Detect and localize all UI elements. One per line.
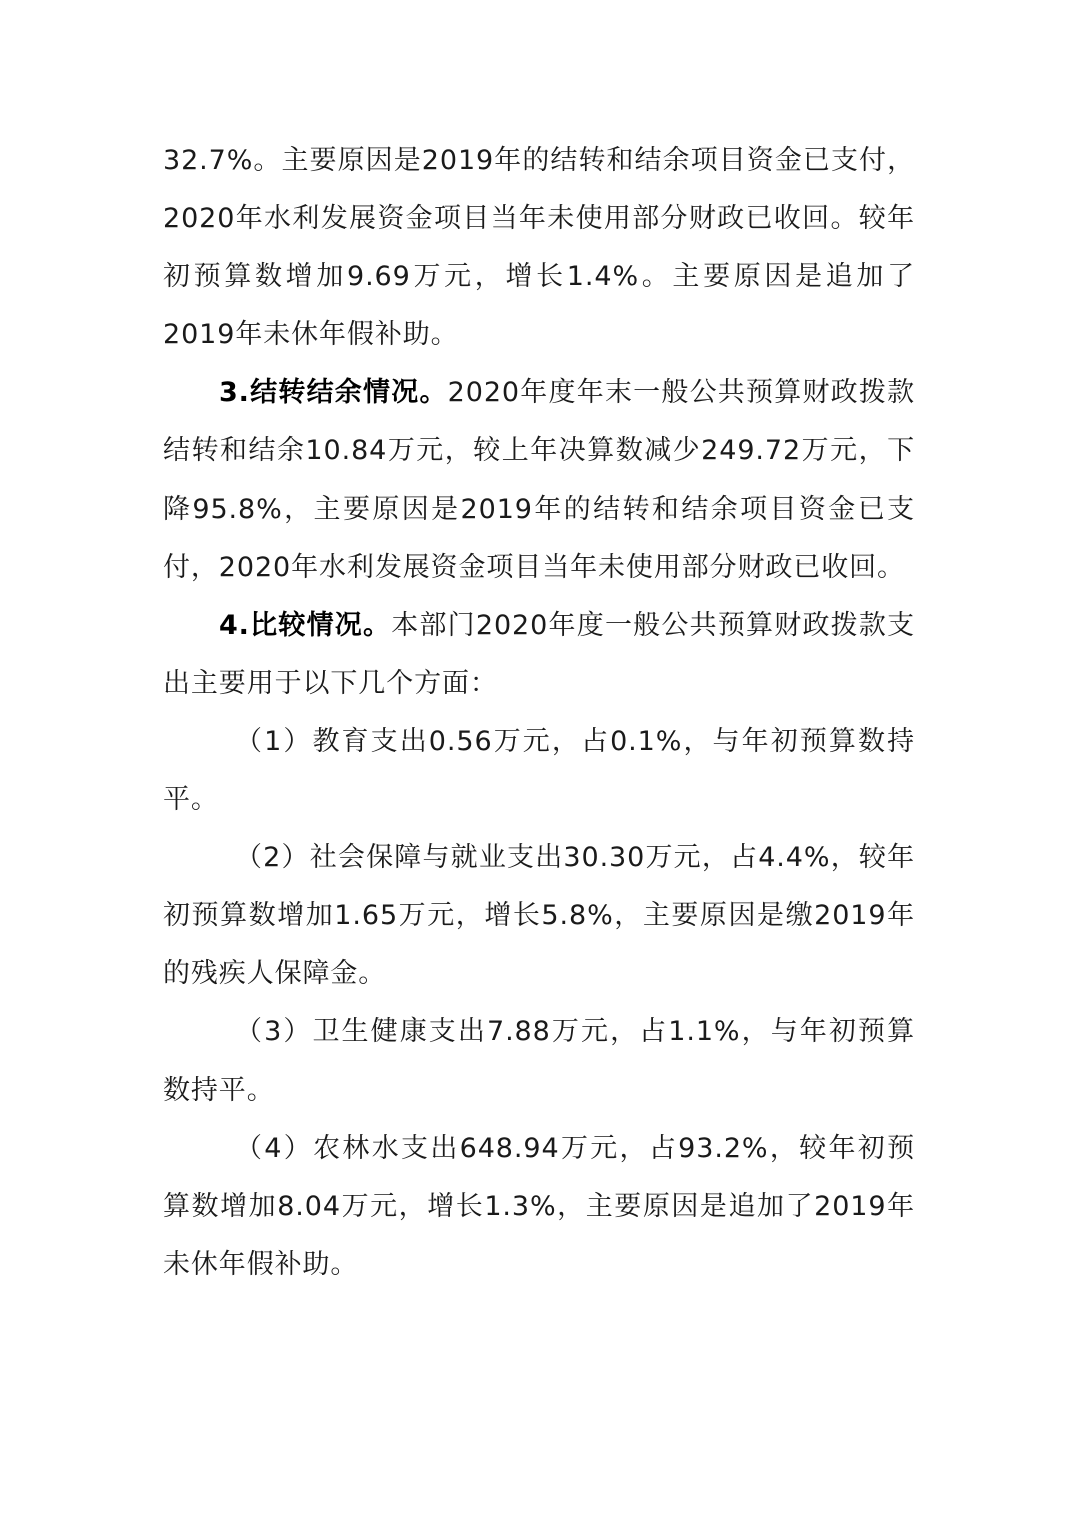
list-item-social-security — [163, 829, 915, 1003]
list-item-text: （4）农林水支出648.94万元，占93.2%，较年初预算数增加8.04万元，增长1.3%，主要原因是追加了2019年未休年假补助。 — [163, 1132, 915, 1280]
section-heading-carryover: 3.结转结余情况。 — [219, 377, 448, 409]
list-item-agriculture-water — [163, 1120, 915, 1294]
paragraph-text: 32.7%。主要原因是2019年的结转和结余项目资金已支付，2020年水利发展资金项目当年未使用部分财政已收回。较年初预算数增加9.69万元，增长1.4%。主要原因是追加了2019年未休年假补助。 — [163, 145, 915, 351]
paragraph-text: 本部门2020年度一般公共预算财政拨款支出主要用于以下几个方面： — [163, 609, 916, 699]
list-item-text: （3）卫生健康支出7.88万元，占1.1%，与年初预算数持平。 — [163, 1016, 915, 1106]
paragraph-text: 2020年度年末一般公共预算财政拨款结转和结余10.84万元，较上年决算数减少249.72万元，下降95.8%，主要原因是2019年的结转和结余项目资金已支付，2020年水利发展资金项目当年未使用部分财政已收回。 — [163, 377, 915, 583]
body-text — [163, 132, 915, 1294]
paragraph-carryover-change — [163, 132, 915, 364]
list-item-education — [163, 713, 915, 829]
list-item-text: （2）社会保障与就业支出30.30万元，占4.4%，较年初预算数增加1.65万元，增长5.8%，主要原因是缴2019年的残疾人保障金。 — [163, 842, 915, 990]
section-heading-comparison: 4.比较情况。 — [219, 609, 392, 641]
paragraph-carryover-balance — [163, 364, 915, 596]
list-item-text: （1）教育支出0.56万元，占0.1%，与年初预算数持平。 — [163, 725, 915, 816]
list-item-health — [163, 1003, 915, 1119]
paragraph-comparison — [163, 597, 915, 713]
